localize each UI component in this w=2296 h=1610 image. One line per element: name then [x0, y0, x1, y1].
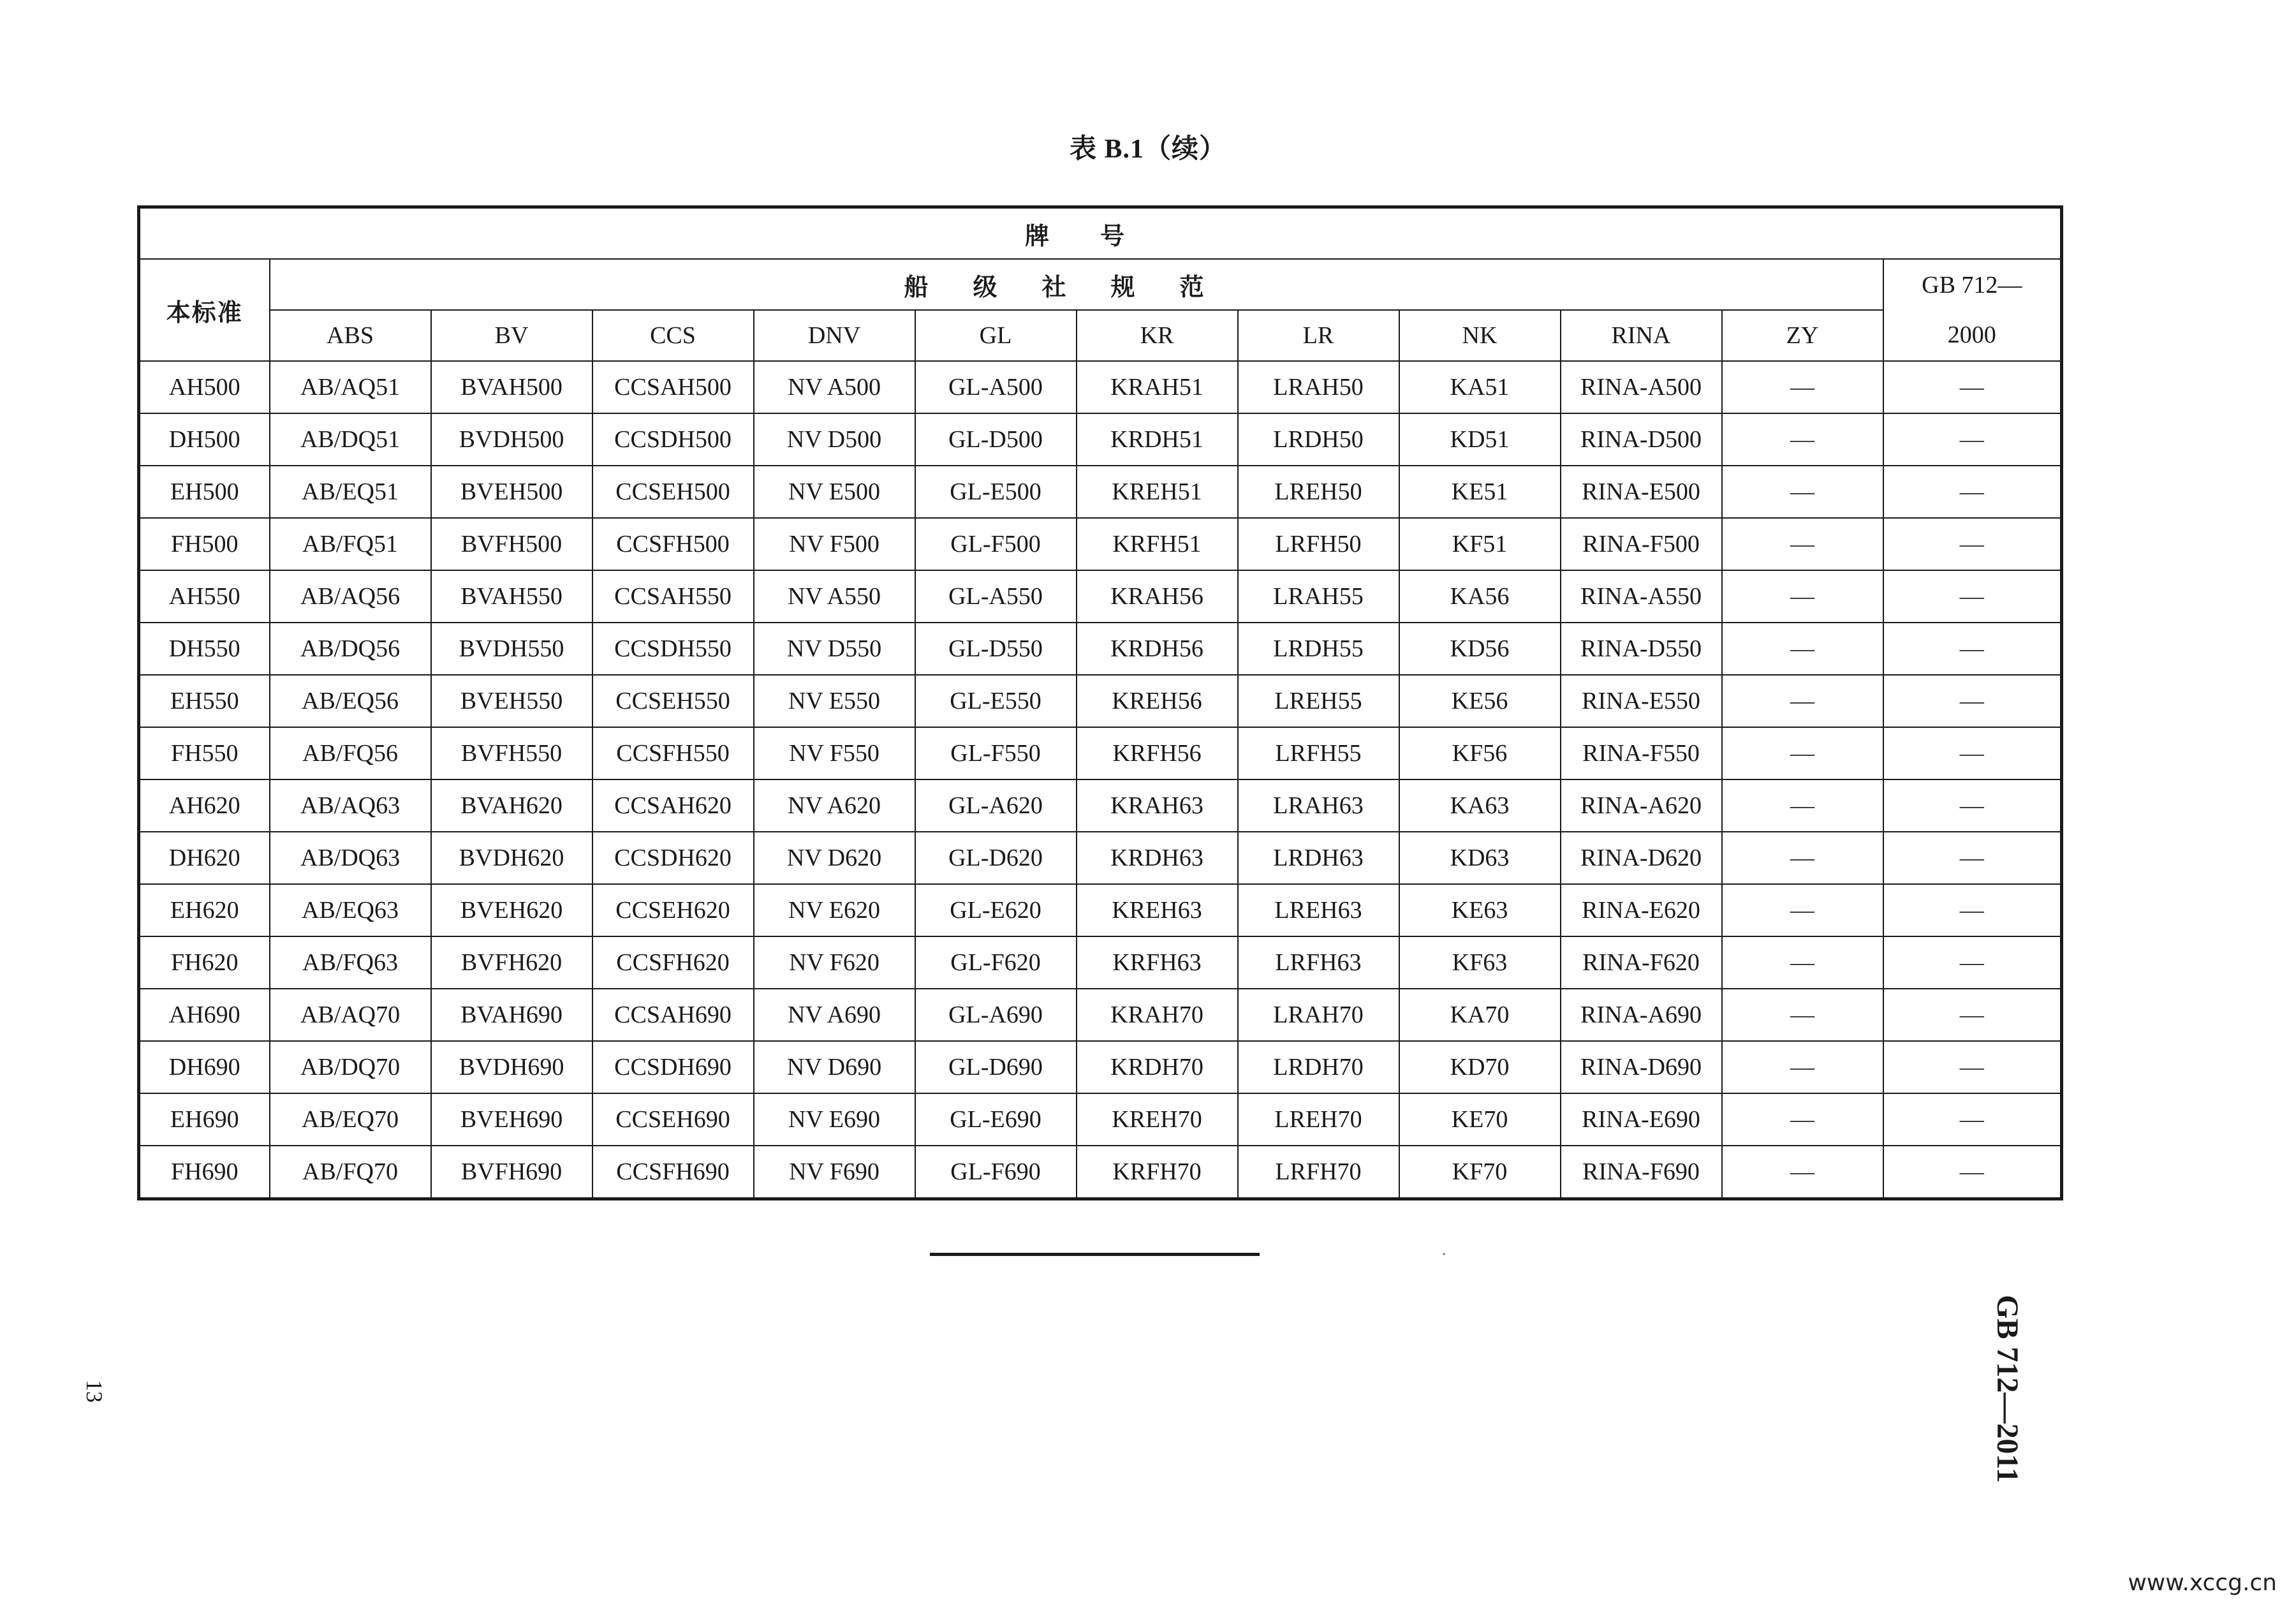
table-cell: KA70 [1399, 989, 1561, 1041]
table-cell: — [1722, 832, 1883, 884]
table-cell: CCSEH690 [592, 1093, 754, 1146]
table-cell: RINA-F690 [1561, 1146, 1722, 1199]
table-cell: NV E690 [754, 1093, 915, 1146]
table-cell: EH550 [139, 675, 270, 727]
table-cell: GL-F690 [915, 1146, 1077, 1199]
column-header-gl: GL [915, 310, 1077, 361]
table-cell: KREH63 [1077, 884, 1238, 936]
column-header-dnv: DNV [754, 310, 915, 361]
table-cell: CCSDH620 [592, 832, 754, 884]
table-cell: — [1883, 936, 2062, 989]
table-cell: — [1722, 361, 1883, 413]
table-cell: NV D690 [754, 1041, 915, 1093]
table-cell: — [1883, 675, 2062, 727]
table-cell: RINA-E500 [1561, 466, 1722, 518]
table-cell: NV D500 [754, 413, 915, 466]
table-cell: KE51 [1399, 466, 1561, 518]
table-cell: — [1883, 413, 2062, 466]
table-cell: — [1883, 727, 2062, 779]
table-cell: DH620 [139, 832, 270, 884]
table-cell: LRDH50 [1238, 413, 1399, 466]
table-cell: RINA-A620 [1561, 779, 1722, 832]
table-cell: BVFH500 [431, 518, 592, 570]
table-cell: NV E500 [754, 466, 915, 518]
table-cell: AB/EQ70 [270, 1093, 431, 1146]
table-cell: AB/AQ51 [270, 361, 431, 413]
table-cell: NV E620 [754, 884, 915, 936]
table-cell: CCSDH690 [592, 1041, 754, 1093]
table-row [139, 1146, 2062, 1199]
table-cell: — [1722, 779, 1883, 832]
table-row [139, 779, 2062, 832]
table-cell: KD51 [1399, 413, 1561, 466]
table-cell: KRFH56 [1077, 727, 1238, 779]
society-header: 船级社规范 [270, 259, 1883, 310]
table-cell: NV F620 [754, 936, 915, 989]
table-cell: CCSAH620 [592, 779, 754, 832]
table-cell: GL-A690 [915, 989, 1077, 1041]
table-cell: KRFH51 [1077, 518, 1238, 570]
table-cell: KD63 [1399, 832, 1561, 884]
table-cell: GL-D550 [915, 623, 1077, 675]
table-cell: KF70 [1399, 1146, 1561, 1199]
table-row [139, 936, 2062, 989]
table-row [139, 675, 2062, 727]
table-cell: AB/FQ56 [270, 727, 431, 779]
table-cell: CCSAH500 [592, 361, 754, 413]
table-cell: KE56 [1399, 675, 1561, 727]
table-cell: BVEH620 [431, 884, 592, 936]
table-cell: CCSAH690 [592, 989, 754, 1041]
table-cell: DH690 [139, 1041, 270, 1093]
table-cell: GL-E500 [915, 466, 1077, 518]
table-cell: GL-F620 [915, 936, 1077, 989]
speck [1443, 1253, 1445, 1255]
table-cell: — [1883, 361, 2062, 413]
table-cell: — [1883, 884, 2062, 936]
gb-header-line2: 2000 [1947, 321, 1996, 348]
table-cell: RINA-A690 [1561, 989, 1722, 1041]
table-cell: — [1883, 623, 2062, 675]
table-cell: LRAH63 [1238, 779, 1399, 832]
table-cell: — [1722, 936, 1883, 989]
table-row [139, 623, 2062, 675]
table-cell: NV D620 [754, 832, 915, 884]
table-cell: NV F690 [754, 1146, 915, 1199]
column-header-bv: BV [431, 310, 592, 361]
table-cell: RINA-E620 [1561, 884, 1722, 936]
table-cell: GL-D620 [915, 832, 1077, 884]
table-cell: RINA-A550 [1561, 570, 1722, 623]
grade-comparison-table [137, 205, 2063, 1200]
table-cell: GL-A550 [915, 570, 1077, 623]
table-cell: AB/DQ56 [270, 623, 431, 675]
table-cell: — [1883, 518, 2062, 570]
table-cell: RINA-F500 [1561, 518, 1722, 570]
table-row [139, 413, 2062, 466]
standard-header: 本标准 [139, 259, 270, 361]
gb-header [1883, 259, 2062, 361]
table-cell: GL-D500 [915, 413, 1077, 466]
table-cell: GL-E620 [915, 884, 1077, 936]
table-cell: LRFH50 [1238, 518, 1399, 570]
table-cell: CCSFH550 [592, 727, 754, 779]
gb-header-line1: GB 712— [1922, 272, 2022, 299]
table-cell: KRAH51 [1077, 361, 1238, 413]
table-cell: BVDH690 [431, 1041, 592, 1093]
table-cell: LRDH70 [1238, 1041, 1399, 1093]
table-cell: BVFH620 [431, 936, 592, 989]
table-cell: RINA-E690 [1561, 1093, 1722, 1146]
table-cell: AH500 [139, 361, 270, 413]
table-cell: CCSFH620 [592, 936, 754, 989]
table-cell: FH620 [139, 936, 270, 989]
grade-header: 牌号 [139, 207, 2062, 260]
table-row [139, 884, 2062, 936]
table-cell: AB/AQ56 [270, 570, 431, 623]
table-row [139, 1041, 2062, 1093]
column-header-kr: KR [1077, 310, 1238, 361]
table-cell: RINA-D550 [1561, 623, 1722, 675]
column-header-rina: RINA [1561, 310, 1722, 361]
table-cell: KF51 [1399, 518, 1561, 570]
table-cell: KRFH63 [1077, 936, 1238, 989]
table-cell: LREH70 [1238, 1093, 1399, 1146]
table-cell: — [1883, 1093, 2062, 1146]
table-cell: — [1722, 675, 1883, 727]
table-cell: NV F500 [754, 518, 915, 570]
table-cell: GL-A620 [915, 779, 1077, 832]
column-header-nk: NK [1399, 310, 1561, 361]
table-cell: KRAH70 [1077, 989, 1238, 1041]
table-cell: FH500 [139, 518, 270, 570]
table-cell: RINA-E550 [1561, 675, 1722, 727]
table-cell: CCSFH500 [592, 518, 754, 570]
table-cell: LREH63 [1238, 884, 1399, 936]
column-header-abs: ABS [270, 310, 431, 361]
table-cell: — [1722, 466, 1883, 518]
table-cell: RINA-D620 [1561, 832, 1722, 884]
table-body [139, 361, 2062, 1199]
table-cell: BVAH690 [431, 989, 592, 1041]
table-cell: AB/DQ63 [270, 832, 431, 884]
table-cell: KREH70 [1077, 1093, 1238, 1146]
table-cell: KRAH56 [1077, 570, 1238, 623]
table-cell: KRDH63 [1077, 832, 1238, 884]
table-caption: 表 B.1（续） [1069, 135, 1226, 164]
table-cell: KRDH51 [1077, 413, 1238, 466]
page-number: 13 [82, 1380, 107, 1403]
table-cell: CCSAH550 [592, 570, 754, 623]
table-row [139, 1093, 2062, 1146]
table-cell: DH500 [139, 413, 270, 466]
table-cell: DH550 [139, 623, 270, 675]
end-rule [930, 1253, 1260, 1256]
table-cell: RINA-F550 [1561, 727, 1722, 779]
column-header-ccs: CCS [592, 310, 754, 361]
table-cell: GL-A500 [915, 361, 1077, 413]
table-cell: LREH55 [1238, 675, 1399, 727]
table-cell: — [1722, 727, 1883, 779]
table-cell: — [1722, 1093, 1883, 1146]
table-cell: KE70 [1399, 1093, 1561, 1146]
table-cell: CCSDH500 [592, 413, 754, 466]
table-cell: AB/EQ56 [270, 675, 431, 727]
table-cell: — [1883, 1041, 2062, 1093]
table-cell: AB/AQ70 [270, 989, 431, 1041]
table-cell: — [1883, 1146, 2062, 1199]
table-cell: — [1883, 466, 2062, 518]
table-cell: NV A690 [754, 989, 915, 1041]
table-cell: CCSEH550 [592, 675, 754, 727]
table-cell: KA51 [1399, 361, 1561, 413]
table-cell: NV D550 [754, 623, 915, 675]
table-cell: AB/FQ51 [270, 518, 431, 570]
table-cell: GL-D690 [915, 1041, 1077, 1093]
table-cell: AB/DQ70 [270, 1041, 431, 1093]
table-cell: BVDH550 [431, 623, 592, 675]
table-cell: AB/AQ63 [270, 779, 431, 832]
table-cell: KRAH63 [1077, 779, 1238, 832]
table-cell: GL-E690 [915, 1093, 1077, 1146]
table-cell: LRFH63 [1238, 936, 1399, 989]
table-row [139, 570, 2062, 623]
table-cell: — [1883, 570, 2062, 623]
table-cell: EH690 [139, 1093, 270, 1146]
table-cell: RINA-D690 [1561, 1041, 1722, 1093]
table-cell: CCSDH550 [592, 623, 754, 675]
table-cell: — [1722, 570, 1883, 623]
watermark-url: www.xccg.cn [2128, 1570, 2277, 1596]
table-cell: RINA-A500 [1561, 361, 1722, 413]
table-cell: KD70 [1399, 1041, 1561, 1093]
table-cell: KRDH56 [1077, 623, 1238, 675]
table-cell: LRAH70 [1238, 989, 1399, 1041]
table-cell: BVFH690 [431, 1146, 592, 1199]
table-cell: CCSEH500 [592, 466, 754, 518]
table-cell: BVAH550 [431, 570, 592, 623]
table-cell: NV A500 [754, 361, 915, 413]
table-cell: BVEH500 [431, 466, 592, 518]
table-row [139, 466, 2062, 518]
table-cell: BVDH620 [431, 832, 592, 884]
table-cell: AB/FQ63 [270, 936, 431, 989]
table-cell: NV E550 [754, 675, 915, 727]
table-cell: BVDH500 [431, 413, 592, 466]
table-cell: KA63 [1399, 779, 1561, 832]
table-cell: NV F550 [754, 727, 915, 779]
table-cell: LRDH63 [1238, 832, 1399, 884]
table-cell: KA56 [1399, 570, 1561, 623]
table-cell: CCSFH690 [592, 1146, 754, 1199]
table-cell: NV A550 [754, 570, 915, 623]
column-header-row [139, 310, 2062, 361]
table-cell: BVEH550 [431, 675, 592, 727]
table-cell: AB/DQ51 [270, 413, 431, 466]
table-cell: BVFH550 [431, 727, 592, 779]
table-row [139, 727, 2062, 779]
table-cell: AB/FQ70 [270, 1146, 431, 1199]
table-cell: LRAH55 [1238, 570, 1399, 623]
table-cell: AH620 [139, 779, 270, 832]
table-cell: KF63 [1399, 936, 1561, 989]
table-cell: KF56 [1399, 727, 1561, 779]
table-cell: — [1883, 779, 2062, 832]
table-cell: KE63 [1399, 884, 1561, 936]
table-cell: AB/EQ63 [270, 884, 431, 936]
table-cell: — [1722, 623, 1883, 675]
table-cell: AH550 [139, 570, 270, 623]
table-cell: KREH56 [1077, 675, 1238, 727]
table-cell: — [1722, 413, 1883, 466]
table-cell: EH620 [139, 884, 270, 936]
table-cell: BVAH620 [431, 779, 592, 832]
table-cell: — [1722, 1146, 1883, 1199]
standard-code: GB 712—2011 [1991, 1295, 2024, 1483]
table-cell: LRFH55 [1238, 727, 1399, 779]
table-cell: FH690 [139, 1146, 270, 1199]
table-cell: AH690 [139, 989, 270, 1041]
table-cell: FH550 [139, 727, 270, 779]
table-row [139, 832, 2062, 884]
table-cell: KREH51 [1077, 466, 1238, 518]
table-cell: — [1722, 884, 1883, 936]
table-cell: KRFH70 [1077, 1146, 1238, 1199]
column-header-lr: LR [1238, 310, 1399, 361]
table-cell: NV A620 [754, 779, 915, 832]
table-cell: — [1722, 518, 1883, 570]
table-cell: — [1883, 989, 2062, 1041]
table-cell: KRDH70 [1077, 1041, 1238, 1093]
table-cell: LRFH70 [1238, 1146, 1399, 1199]
table-cell: GL-F550 [915, 727, 1077, 779]
table-cell: — [1722, 989, 1883, 1041]
table-cell: LRDH55 [1238, 623, 1399, 675]
table-cell: RINA-F620 [1561, 936, 1722, 989]
column-header-zy: ZY [1722, 310, 1883, 361]
table-row [139, 361, 2062, 413]
table-cell: RINA-D500 [1561, 413, 1722, 466]
table-cell: BVAH500 [431, 361, 592, 413]
table-cell: LREH50 [1238, 466, 1399, 518]
table-cell: AB/EQ51 [270, 466, 431, 518]
table-cell: EH500 [139, 466, 270, 518]
table-cell: LRAH50 [1238, 361, 1399, 413]
table-cell: — [1883, 832, 2062, 884]
table-cell: CCSEH620 [592, 884, 754, 936]
table-cell: KD56 [1399, 623, 1561, 675]
table-cell: GL-E550 [915, 675, 1077, 727]
table-cell: — [1722, 1041, 1883, 1093]
table-row [139, 989, 2062, 1041]
table-cell: GL-F500 [915, 518, 1077, 570]
table-row [139, 518, 2062, 570]
table-cell: BVEH690 [431, 1093, 592, 1146]
